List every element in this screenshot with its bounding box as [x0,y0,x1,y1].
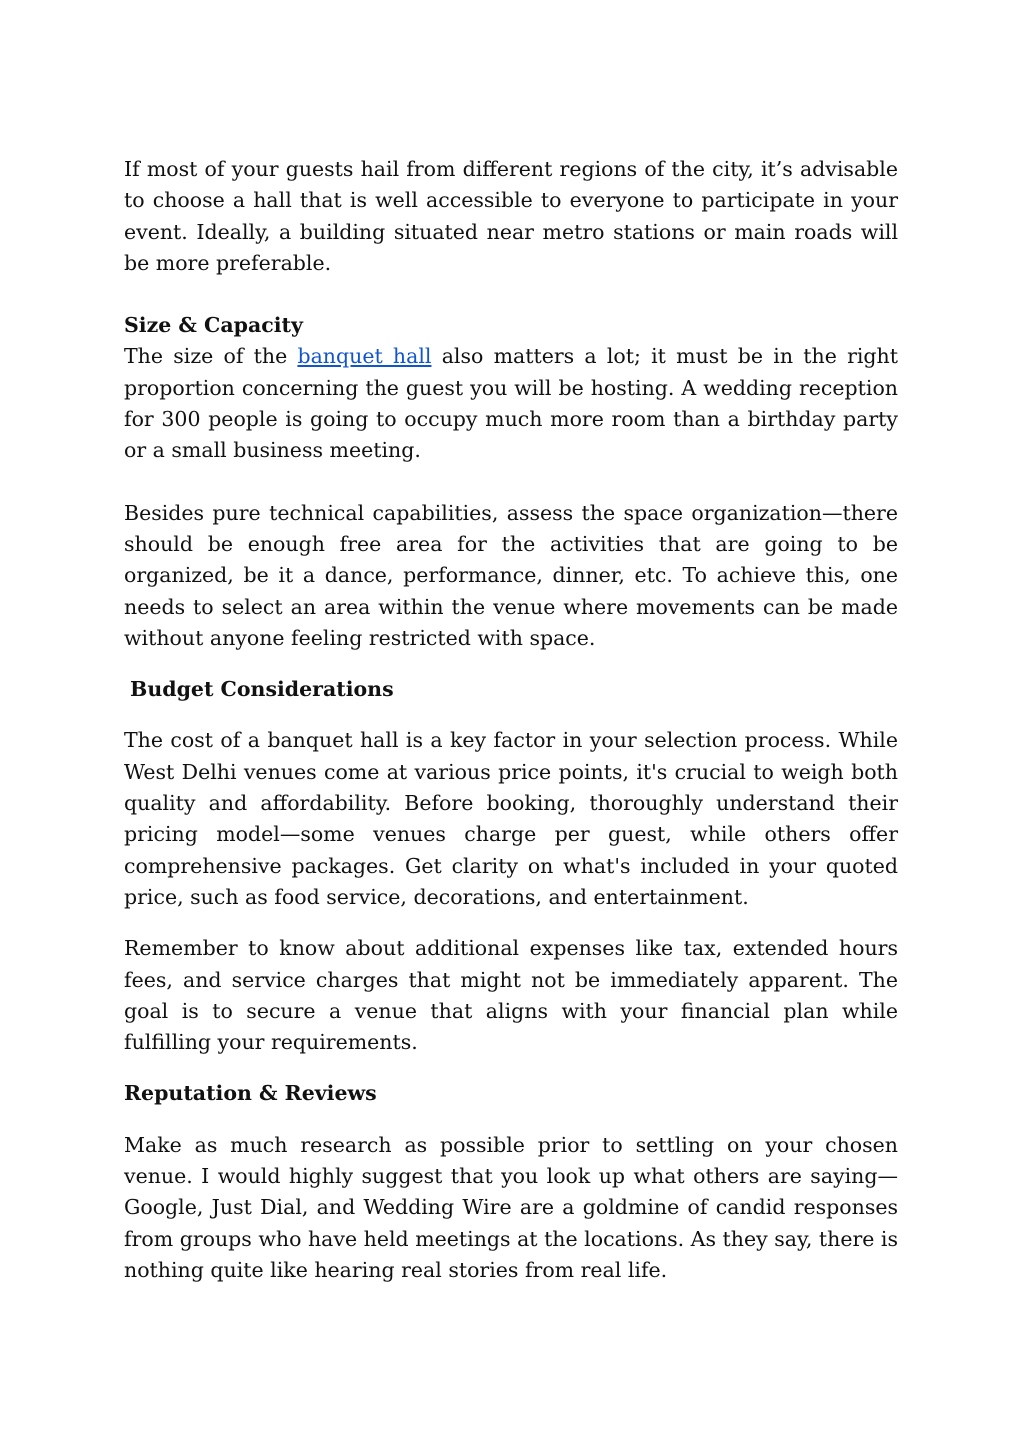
size-text-after-link: also matters a lot; it must be in the right proportion concerning the guest you will be hosting. A wedding reception for 300 people is going to occupy much more room than a birthday party or a small business meeting. [124,344,898,463]
size-capacity-heading: Size & Capacity [124,313,303,338]
budget-paragraph-1: The cost of a banquet hall is a key factor in your selection process. While West Delhi venues come at various price points, it's crucial to weigh both quality and affordability. Before booking, thoroughly understand their pricing model—some venues charge per guest, while others offer comprehensive packages. Get clarity on what's included in your quoted price, such as food service, decorations, and entertainment. [124,728,898,909]
banquet-hall-link[interactable]: banquet hall [297,344,432,369]
document-page [124,154,898,1286]
reputation-paragraph: Make as much research as possible prior to settling on your chosen venue. I would highly suggest that you look up what others are saying—Google, Just Dial, and Wedding Wire are a goldmine of candid responses from groups who have held meetings at the locations. As they say, there is nothing quite like hearing real stories from real life. [124,1132,898,1282]
reputation-reviews-heading: Reputation & Reviews [124,1081,377,1106]
space-organization-paragraph: Besides pure technical capabilities, assess the space organization—there should be enough free area for the activities that are going to be organized, be it a dance, performance, dinner, etc. To achieve this, one needs to select an area within the venue where movements can be made without anyone feeling restricted with space. [124,500,898,650]
size-capacity-paragraph [124,341,898,466]
size-text-before-link: The size of the [124,344,298,369]
budget-considerations-heading: Budget Considerations [130,677,394,702]
budget-paragraph-2: Remember to know about additional expenses like tax, extended hours fees, and service charges that might not be immediately apparent. The goal is to secure a venue that aligns with your financial plan while fulfilling your requirements. [124,936,898,1055]
location-paragraph: If most of your guests hail from different regions of the city, it’s advisable to choose a hall that is well accessible to everyone to participate in your event. Ideally, a building situated near metro stations or main roads will be more preferable. [124,157,898,275]
